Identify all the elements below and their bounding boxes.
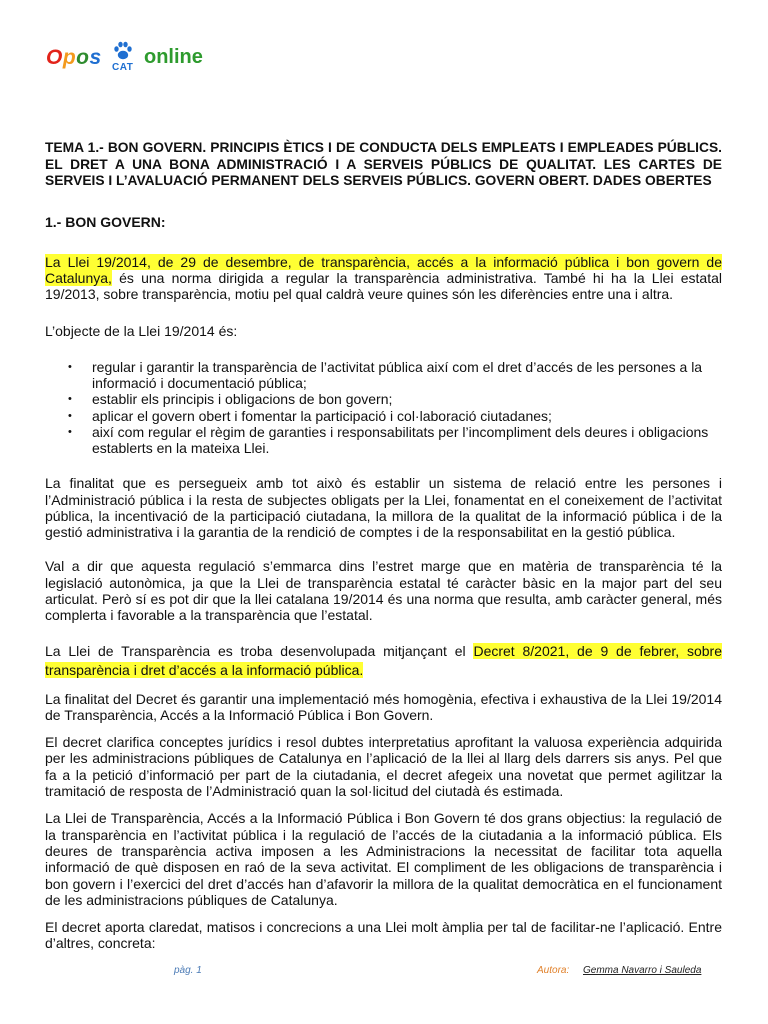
- author-label: Autora:: [537, 965, 570, 976]
- page-number: pàg. 1: [174, 965, 202, 976]
- highlight-decret: Decret 8/2021, de 9 de febrer, sobre transparència i dret d’accés a la informació pública.: [45, 642, 722, 678]
- document-body: [45, 140, 722, 952]
- logo-opos-text: Opos: [46, 46, 102, 69]
- logo-cat-text: CAT: [112, 62, 134, 73]
- paragraph-objectius: La Llei de Transparència, Accés a la Informació Pública i Bon Govern té dos grans objectius: la regulació de la transparència en l’activitat pública i la regulació de l’accés de la ciutadania a la informació pública. Els deures de transparència activa imposen a les Administracions la necessitat de facilitar tota aquella informació de què disposen en raó de la seva activitat. El compliment de les obligacions de transparència i bon govern i l’exercici del dret d’accés han d’afavorir la millora de la qualitat democràtica en el funcionament de les administracions públiques de Catalunya.: [45, 810, 722, 908]
- paragraph-finalitat-decret: La finalitat del Decret és garantir una implementació més homogènia, efectiva i exhaustiva de la Llei 19/2014 de Transparència, Accés a la Informació Pública i Bon Govern.: [45, 690, 722, 723]
- paragraph-objecte: L’objecte de la Llei 19/2014 és:: [45, 322, 238, 339]
- highlight-llei: La Llei 19/2014, de 29 de desembre, de transparència, accés a la informació pública i bon govern de Catalunya,: [45, 253, 722, 287]
- document-title: TEMA 1.- BON GOVERN. PRINCIPIS ÈTICS I DE CONDUCTA DELS EMPLEATS I EMPLEADES PÚBLICS. EL DRET A UNA BONA ADMINISTRACIÓ I A SERVEIS PÚBLICS DE QUALITAT. LES CARTES DE SERVEIS I L’AVALUACIÓ PERMANENT DELS SERVEIS PÚBLICS. GOVERN OBERT. DADES OBERTES: [45, 140, 722, 188]
- list-item: • aplicar el govern obert i fomentar la participació i col·laboració ciutadanes;: [45, 408, 722, 424]
- list-item: • establir els principis i obligacions de bon govern;: [45, 391, 722, 407]
- paragraph-clarifica: El decret clarifica conceptes jurídics i resol dubtes interpretatius aprofitant la valuosa experiència adquirida per les administracions públiques de Catalunya en l’aplicació de la llei al llarg dels darrers sis anys. Pel que fa a la petició d’informació per part de la ciutadania, el decret afegeix una novetat que permet agilitzar la tramitació de resposta de l’Administració quan la sol·licitud del ciutadà és estimada.: [45, 734, 722, 800]
- paw-icon: [112, 40, 134, 62]
- list-item: • regular i garantir la transparència de l’activitat pública així com el dret d’accés de les persones a la informació i documentació pública;: [45, 359, 722, 391]
- paragraph-finalitat: La finalitat que es persegueix amb tot això és establir un sistema de relació entre les persones i l’Administració pública i la resta de subjectes obligats per la Llei, fonamentat en el coneixement de l’activitat pública, la incentivació de la participació ciutadana, la millora de la qualitat de la informació pública i de la gestió administrativa i la garantia de la rendició de comptes i de la responsabilitat en la gestió pública.: [45, 475, 722, 541]
- page-footer: [0, 965, 768, 985]
- section-heading: 1.- BON GOVERN:: [45, 213, 166, 230]
- opos-online-logo: [46, 40, 246, 80]
- list-item: • així com regular el règim de garanties i responsabilitats per l’incompliment dels deures i obligacions establerts en la mateixa Llei.: [45, 424, 722, 456]
- paragraph-regulacio: Val a dir que aquesta regulació s’emmarca dins l’estret marge que en matèria de transparència té la legislació autonòmica, ja que la Llei de transparència estatal té caràcter bàsic en la major part del seu articulat. Però sí es pot dir que la llei catalana 19/2014 és una norma que resulta, amb caràcter general, més complerta i favorable a la transparència que l’estatal.: [45, 558, 722, 624]
- logo-online-text: online: [144, 46, 203, 68]
- objectives-list: [45, 359, 722, 456]
- paragraph-llei-19-2014: La Llei 19/2014, de 29 de desembre, de transparència, accés a la informació pública i bon govern de Catalunya, és una norma dirigida a regular la transparència administrativa. També hi ha la Llei estatal 19/2013, sobre transparència, motiu pel qual caldrà veure quines són les diferències entre una i altra.: [45, 253, 722, 303]
- paragraph-decret: La Llei de Transparència es troba desenvolupada mitjançant el Decret 8/2021, de 9 de febrer, sobre transparència i dret d’accés a la informació pública.: [45, 642, 722, 678]
- author-name: Gemma Navarro i Sauleda: [583, 965, 702, 976]
- paragraph-aporta: El decret aporta claredat, matisos i concrecions a una Llei molt àmplia per tal de facilitar-ne l’aplicació. Entre d’altres, concreta:: [45, 919, 722, 952]
